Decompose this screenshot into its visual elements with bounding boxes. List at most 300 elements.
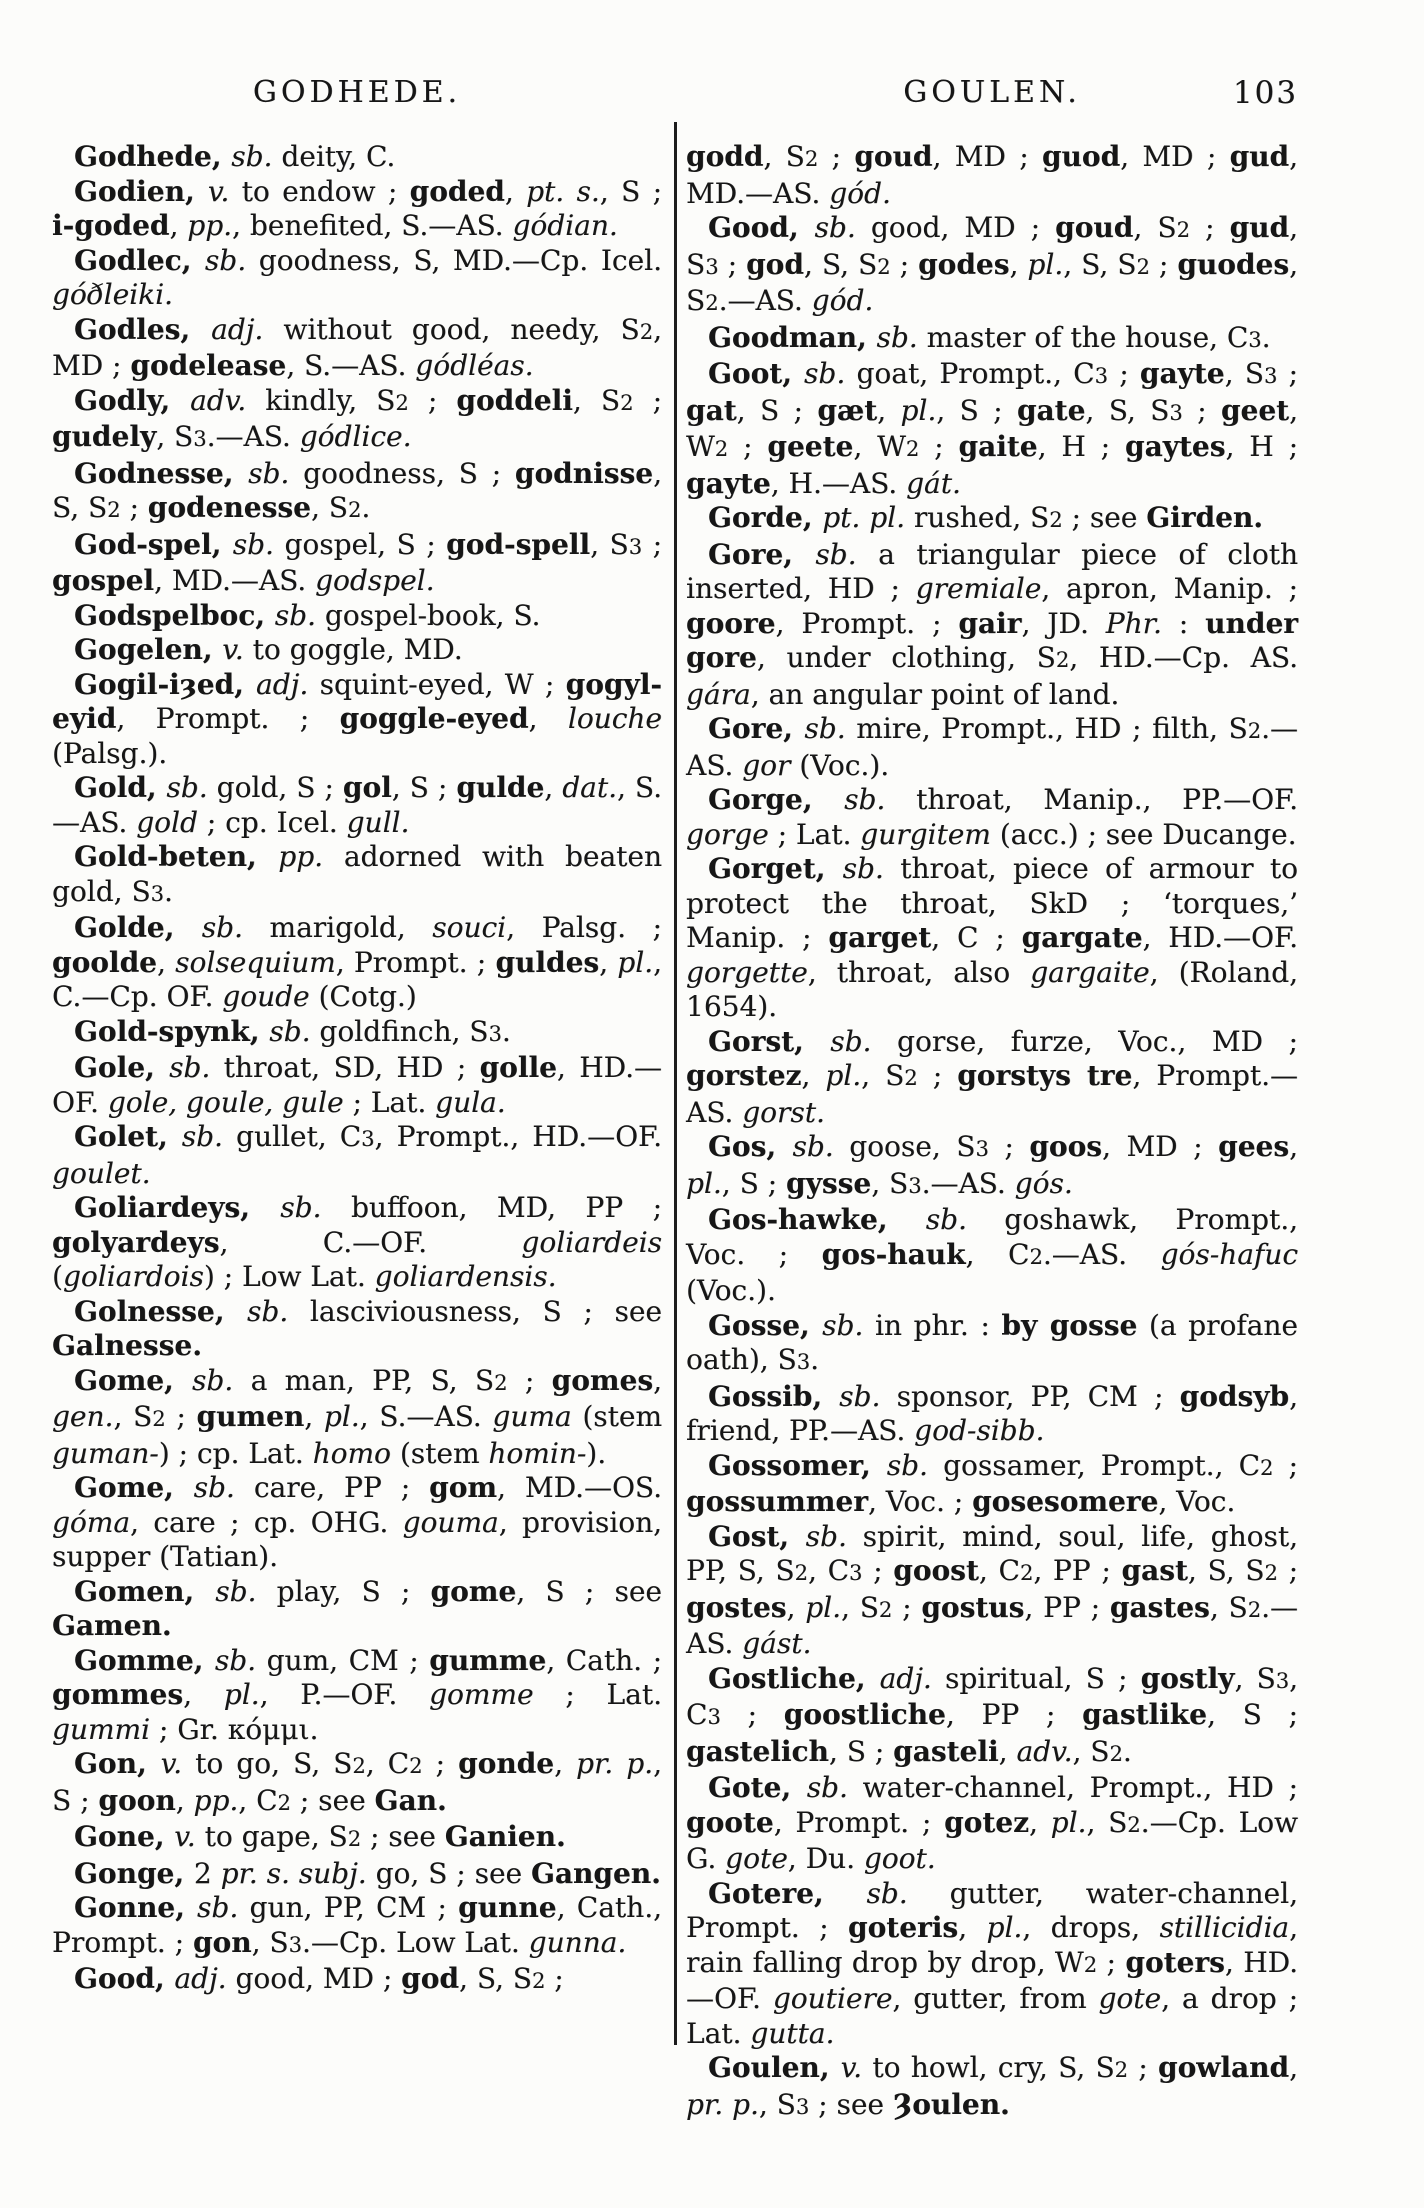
entry-gon: Gon, v. to go, S, S2, C2 ; gonde, pr. p., S ; goon, pp., C2 ; see Gan. [52,1747,662,1817]
bold-text: Gold, [74,771,167,804]
entry-god-spel: God-spel, sb. gospel, S ; god-spell, S3 ; gospel, MD.—AS. godspel. [52,527,663,597]
siglum-number: 2 [352,1754,366,1778]
italic-text: solsequium [175,945,336,979]
bold-text: goters [1125,1945,1225,1979]
siglum-number: 2 [639,319,654,344]
bold-text: gostly [1140,1661,1235,1695]
siglum-number: 2 [347,1827,362,1851]
bold-text: Good, [708,211,815,244]
bold-text: gorstez [686,1059,802,1092]
siglum-number: 3 [1275,1668,1290,1693]
bold-text: Golet, [74,1120,182,1153]
bold-text: gome [430,1574,517,1608]
bold-text: godd [686,140,764,173]
siglum-number: 3 [150,881,165,906]
bold-text: gast [1121,1554,1188,1587]
siglum-number: 2 [1264,1561,1278,1585]
italic-text: sb. [280,1191,322,1224]
siglum-number: 2 [714,437,729,461]
bold-text: gumen [196,1400,305,1433]
italic-text: gódian. [512,209,618,242]
bold-text: gom [429,1471,498,1504]
italic-text: gole, goule, gule [107,1085,344,1119]
italic-text: goot. [863,1842,936,1875]
bold-text: gees [1218,1130,1290,1163]
bold-text: gowland [1158,2051,1290,2084]
italic-text: sb. [247,1294,289,1328]
italic-text: gódlice. [299,420,412,453]
entry-good-sb: Good, sb. good, MD ; goud, S2 ; gud, S3 ; god, S, S2 ; godes, pl., S, S2 ; guodes, S2.—AS. gód. [686,211,1299,317]
italic-text: gorgette [686,955,808,989]
bold-text: by gosse [1001,1308,1138,1342]
bold-text: goostliche [783,1698,946,1731]
siglum-number: 2 [107,498,121,522]
italic-text: gull. [346,805,410,839]
italic-text: góma [52,1505,131,1539]
bold-text: goore [686,606,776,640]
italic-text: pt. pl. [822,501,905,534]
entry-gos: Gos, sb. goose, S3 ; goos, MD ; gees, pl., S ; gysse, S3.—AS. gós. [686,1130,1299,1200]
italic-text: sb. [201,911,243,944]
bold-text: garget [828,921,932,954]
entry-goulen: Goulen, v. to howl, cry, S, S2 ; gowland, pr. p., S3 ; see Ȝoulen. [686,2051,1299,2121]
left-column [52,140,662,1999]
italic-text: sb. [214,1643,257,1677]
italic-text: sb. [839,1379,881,1413]
bold-text: gayte [1139,357,1225,390]
siglum-number: 3 [795,2094,810,2119]
siglum-number: 3 [288,1932,302,1957]
siglum-number: 3 [705,254,719,279]
italic-text: sb. [192,1363,234,1397]
siglum-number: 2 [794,1561,808,1585]
siglum-number: 2 [1055,648,1070,672]
italic-text: sb. [197,1891,239,1924]
bold-text: gos-hauk [821,1237,966,1271]
siglum-number: 3 [1094,364,1108,388]
italic-text: sb. [806,1771,848,1804]
bold-text: Gore, [708,712,805,745]
entry-goliardeys: Goliardeys, sb. buffoon, MD, PP ; golyardeys, C.—OF. goliardeis (goliardois) ; Low Lat. goliardensis. [52,1191,663,1293]
siglum-number: 2 [1136,254,1150,279]
italic-text: adv. [190,383,247,417]
italic-text: sb. [181,1120,223,1153]
italic-text: pl. [986,1911,1023,1944]
entry-gole: Gole, sb. throat, SD, HD ; golle, HD.—OF. gole, goule, gule ; Lat. gula. [52,1051,662,1119]
siglum-number: 3 [628,534,643,559]
bold-text: Godhede, [74,140,232,173]
siglum-number: 2 [1176,218,1190,242]
italic-text: góðleiki. [52,278,173,311]
entry-gonne: Gonne, sb. gun, PP, CM ; gunne, Cath., Prompt. ; gon, S3.—Cp. Low Lat. gunna. [52,1891,662,1959]
italic-text: pl. [223,1678,260,1711]
siglum-number: 2 [904,1066,918,1090]
bold-text: gargate [1021,921,1143,954]
bold-text: gossummer [686,1485,868,1518]
bold-text: goote [686,1805,774,1839]
siglum-number: 2 [1109,1741,1123,1766]
italic-text: goutiere [772,1982,893,2015]
italic-text: pt. s. [526,174,600,208]
entry-golnesse: Golnesse, sb. lasciviousness, S ; see Galnesse. [52,1294,662,1362]
siglum-number: 2 [1260,1455,1274,1480]
italic-text: homin- [488,1436,587,1470]
bold-text: under gore [686,606,1299,674]
bold-text: gudely [52,420,157,453]
entry-goot: Goot, sb. goat, Prompt., C3 ; gayte, S3 ; gat, S ; gæt, pl., S ; gate, S, S3 ; geet, W2 ; geete, W2 ; gaite, H ; gaytes, H ; gayte, H.—AS. gát. [686,357,1299,500]
entry-godien: Godien, v. to endow ; goded, pt. s., S ; i-goded, pp., benefited, S.—AS. gódian. [52,174,662,242]
italic-text: pl. [686,1166,722,1200]
bold-text: Gold-spynk, [74,1014,270,1048]
entry-gonge: Gonge, 2 pr. s. subj. go, S ; see Gangen. [74,1856,661,1890]
bold-text: god [746,247,804,281]
bold-text: Gogil-iȝed, [74,667,257,701]
italic-text: pl. [1050,1805,1087,1839]
bold-text: Gossomer, [708,1448,887,1482]
bold-text: god [401,1962,460,1995]
bold-text: gaytes [1124,430,1226,463]
bold-text: gayte [686,466,771,500]
bold-text: gospel [52,564,155,597]
bold-text: Gost, [708,1519,806,1553]
entry-gos-hawke: Gos-hawke, sb. goshawk, Prompt., Voc. ; gos-hauk, C2.—AS. gós-hafuc (Voc.). [686,1203,1298,1307]
italic-text: pp. [187,209,233,242]
italic-text: gen. [52,1400,114,1433]
bold-text: Gole, [74,1051,170,1084]
italic-text: gula. [435,1085,506,1119]
siglum-number: 2 [705,291,719,315]
bold-text: gumme [429,1643,547,1677]
bold-text: gol [342,771,392,804]
bold-text: gomes [551,1363,654,1397]
italic-text: gát. [906,466,961,500]
italic-text: sb. [814,211,856,244]
italic-text: sb. [822,1308,864,1342]
bold-text: Gorge, [708,783,845,816]
entry-good-adj-cont: godd, S2 ; goud, MD ; guod, MD ; gud, MD.—AS. gód. [686,140,1299,210]
bold-text: godes [918,247,1010,281]
bold-text: goos [1029,1130,1103,1163]
bold-text: Gome, [74,1363,192,1397]
italic-text: homo [312,1436,391,1470]
italic-text: goude [222,980,310,1013]
bold-text: gastes [1109,1590,1210,1624]
entry-godlec: Godlec, sb. goodness, S, MD.—Cp. Icel. góðleiki. [52,243,662,311]
italic-text: v. [222,633,244,666]
entry-gome-man: Gome, sb. a man, PP, S, S2 ; gomes, gen., S2 ; gumen, pl., S.—AS. guma (stem guman-) ; cp. Lat. homo (stem homin-). [52,1363,663,1470]
bold-text: Girden. [1146,501,1264,534]
bold-text: Goliardeys, [74,1191,281,1224]
bold-text: Ganien. [444,1820,566,1853]
siglum-number: 2 [409,1754,423,1778]
bold-text: goggle-eyed [339,702,529,735]
bold-text: Gon, [74,1747,161,1780]
entry-godles: Godles, adj. without good, needy, S2, MD ; godelease, S.—AS. gódléas. [52,312,662,382]
siglum-number: 3 [193,427,207,451]
italic-text: gouma [402,1505,499,1539]
bold-text: gosesomere [972,1485,1159,1518]
entry-gost: Gost, sb. spirit, mind, soul, life, ghost, PP, S, S2, C3 ; goost, C2, PP ; gast, S, S2 ; gostes, pl., S2 ; gostus, PP ; gastes, S2.—AS. gást. [686,1519,1299,1660]
siglum-number: 3 [1169,400,1183,425]
siglum-number: 2 [878,1597,893,1622]
bold-text: Goodman, [708,320,877,354]
italic-text: sb. [193,1471,235,1504]
italic-text: sb. [215,1574,257,1608]
siglum-number: 3 [849,1561,863,1585]
entry-gossib: Gossib, sb. sponsor, PP, CM ; godsyb, friend, PP.—AS. god-sibb. [686,1379,1298,1447]
bold-text: Golnesse, [74,1294,248,1328]
bold-text: Gostliche, [708,1661,880,1695]
italic-text: pl. [805,1590,842,1624]
bold-text: Gamen. [52,1609,172,1642]
entry-gold: Gold, sb. gold, S ; gol, S ; gulde, dat., S.—AS. gold ; cp. Icel. gull. [52,771,662,839]
entry-gote: Gote, sb. water-channel, Prompt., HD ; goote, Prompt. ; gotez, pl., S2.—Cp. Low G. gote, Du. goot. [686,1771,1299,1875]
italic-text: sb. [804,712,846,745]
bold-text: gair [958,606,1022,640]
entry-gomen: Gomen, sb. play, S ; gome, S ; see Gamen. [52,1574,662,1642]
bold-text: Gossib, [708,1379,840,1413]
siglum-number: 2 [347,498,362,522]
running-head-right: GOULEN. [903,75,1081,110]
bold-text: gasteli [893,1734,999,1768]
bold-text: Gorst, [708,1024,831,1058]
italic-text: sb. [866,1876,908,1910]
bold-text: Gotere, [708,1876,867,1910]
italic-text: gurgitem [860,817,991,851]
italic-text: gód. [811,284,874,317]
siglum-number: 2 [877,254,891,279]
italic-text: adj. [256,667,309,701]
siglum-number: 3 [908,1173,922,1198]
italic-text: gorst. [742,1095,825,1129]
bold-text: gostus [921,1590,1025,1624]
siglum-number: 3 [361,1127,375,1151]
bold-text: gulde [456,771,545,804]
italic-text: sb. [815,537,857,571]
entry-gorst: Gorst, sb. gorse, furze, Voc., MD ; gorstez, pl., S2 ; gorstys tre, Prompt.—AS. gorst. [686,1024,1299,1129]
entry-gogelen: Gogelen, v. to goggle, MD. [74,633,463,666]
italic-text: pl. [1027,247,1064,281]
entry-gome-care: Gome, sb. care, PP ; gom, MD.—OS. góma, care ; cp. OHG. gouma, provision, supper (Tatian). [52,1471,662,1573]
bold-text: Gorget, [708,852,843,885]
italic-text: sb. [876,320,918,354]
bold-text: Gomme, [74,1643,215,1677]
italic-text: v. [840,2051,863,2084]
bold-text: Gosse, [708,1308,823,1342]
siglum-number: 2 [804,147,819,171]
italic-text: adj. [879,1661,932,1695]
entry-godly: Godly, adv. kindly, S2 ; goddeli, S2 ; gudely, S3.—AS. gódlice. [52,383,663,453]
italic-text: gutta. [750,2016,835,2050]
italic-text: pp. [193,1783,239,1817]
bold-text: Gonne, [74,1891,198,1924]
bold-text: gonde [458,1747,555,1780]
bold-text: Gos, [708,1130,793,1163]
siglum-number: 2 [620,390,634,415]
bold-text: Gos-hawke, [708,1203,926,1236]
entry-gossomer: Gossomer, sb. gossamer, Prompt., C2 ; gossummer, Voc. ; gosesomere, Voc. [686,1448,1298,1518]
entry-gone: Gone, v. to gape, S2 ; see Ganien. [74,1820,566,1853]
italic-text: goliardeis [521,1225,662,1259]
running-head-left: GODHEDE. [252,75,462,110]
bold-text: goded [409,174,505,208]
siglum-number: 3 [975,1137,989,1161]
bold-text: gate [1016,393,1086,427]
siglum-number: 3 [1248,327,1262,352]
bold-text: godsyb [1179,1379,1290,1413]
bold-text: Gone, [74,1820,175,1853]
entry-gosse: Gosse, sb. in phr. : by gosse (a profane oath), S3. [686,1308,1298,1376]
bold-text: Goulen, [708,2051,841,2084]
entry-gold-spynk: Gold-spynk, sb. goldfinch, S3. [74,1014,511,1048]
entry-gold-beten: Gold-beten, pp. adorned with beaten gold, S3. [52,840,662,908]
bold-text: geete [767,430,854,463]
italic-text: pr. s. subj. [220,1856,367,1890]
italic-text: louche [567,702,662,735]
entry-godnesse: Godnesse, sb. goodness, S ; godnisse, S, S2 ; godenesse, S2. [52,456,662,524]
italic-text: souci [432,911,507,944]
italic-text: adv. [1016,1734,1073,1768]
bold-text: goud [1055,211,1134,244]
italic-text: pl. [323,1400,360,1433]
entry-gore-cloth: Gore, sb. a triangular piece of cloth inserted, HD ; gremiale, apron, Manip. ; goore, Prompt. ; gair, JD. Phr. : under gore, under clothing, S2, HD.—Cp. AS. gára, an angular point of land. [686,537,1299,711]
bold-text: Gote, [708,1771,807,1804]
siglum-number: 3 [796,1350,811,1374]
italic-text: goulet. [52,1156,151,1190]
italic-text: sb. [274,598,316,632]
italic-text: pl. [825,1059,862,1092]
italic-text: sb. [248,456,290,490]
entry-golde: Golde, sb. marigold, souci, Palsg. ; goolde, solsequium, Prompt. ; guldes, pl., C.—Cp. OF. goude (Cotg.) [52,911,662,1013]
bold-text: gogyl-eyid [52,667,663,735]
bold-text: gastlike [1082,1698,1207,1731]
siglum-number: 3 [488,1021,502,1046]
bold-text: gunne [458,1891,557,1924]
entry-gomme: Gomme, sb. gum, CM ; gumme, Cath. ; gommes, pl., P.—OF. gomme ; Lat. gummi ; Gr. κόμμι. [52,1643,663,1746]
bold-text: God-spel, [74,527,233,561]
italic-text: gunna. [528,1925,627,1959]
entry-good-adj: Good, adj. good, MD ; god, S, S2 ; [74,1962,564,1995]
italic-text: gós. [1014,1166,1073,1200]
bold-text: godenesse [147,491,311,524]
bold-text: Godien, [74,174,208,208]
bold-text: Gorde, [708,501,823,534]
italic-text: v. [174,1820,196,1853]
bold-text: gaite [958,430,1038,463]
bold-text: goon [98,1783,176,1817]
siglum-number: 2 [395,390,409,415]
italic-text: gargaite [1030,955,1150,989]
bold-text: Golde, [74,911,202,944]
siglum-number: 2 [1247,719,1262,743]
siglum-number: 2 [1029,1244,1043,1269]
bold-text: gæt [817,393,878,427]
bold-text: god-spell [446,527,591,561]
bold-text: guldes [495,945,600,979]
page-number: 103 [1232,75,1298,111]
italic-text: sb. [804,357,846,390]
bold-text: goud [854,140,933,173]
column-divider [674,122,677,2045]
bold-text: Ȝoulen. [892,2087,1010,2121]
bold-text: Gogelen, [74,633,223,666]
italic-text: sb. [269,1014,311,1048]
bold-text: golyardeys [52,1225,220,1259]
bold-text: Godles, [74,312,212,346]
bold-text: Godly, [74,383,191,417]
bold-text: gud [1229,211,1290,244]
bold-text: Goot, [708,357,805,390]
entry-golet: Golet, sb. gullet, C3, Prompt., HD.—OF. goulet. [52,1120,662,1190]
italic-text: adj. [174,1962,227,1995]
italic-text: gást. [742,1627,812,1660]
italic-text: adj. [211,312,264,346]
italic-text: pp. [278,840,324,873]
italic-text: gor [742,748,791,782]
bold-text: Gonge, [74,1856,194,1890]
bold-text: gat [686,393,737,427]
italic-text: god-sibb. [914,1414,1045,1447]
bold-text: gysse [786,1166,872,1200]
italic-text: pl. [900,393,937,427]
siglum-number: 3 [707,1705,721,1729]
italic-text: sb. [169,1051,211,1084]
bold-text: godnisse [514,456,654,490]
italic-text: sb. [925,1203,967,1236]
bold-text: Gore, [708,537,816,571]
italic-text: guma [492,1400,572,1433]
siglum-number: 2 [277,1790,291,1815]
bold-text: gorstys tre [957,1059,1133,1092]
bold-text: i-goded [52,209,170,242]
bold-text: gostes [686,1590,787,1624]
bold-text: Gomen, [74,1574,216,1608]
italic-text: gote [725,1842,788,1875]
bold-text: Godlec, [74,243,205,277]
italic-text: gód. [829,176,891,210]
siglum-number: 2 [494,1370,508,1395]
siglum-number: 2 [1127,1812,1141,1837]
bold-text: Gangen. [531,1856,661,1890]
italic-text: gódléas. [415,349,534,382]
bold-text: geet [1220,393,1290,427]
bold-text: goost [893,1554,979,1587]
bold-text: goteris [848,1911,959,1944]
siglum-number: 2 [1247,1597,1262,1622]
italic-text: sb. [231,140,273,173]
bold-text: gud [1229,140,1290,173]
bold-text: Gan. [374,1783,447,1817]
italic-text: sb. [842,852,884,885]
siglum-number: 3 [1263,364,1278,388]
entry-godhede: Godhede, sb. deity, C. [74,140,396,173]
italic-text: gós-hafuc [1160,1237,1298,1271]
entry-goodman: Goodman, sb. master of the house, C3. [708,320,1271,354]
bold-text: gommes [52,1678,184,1711]
italic-text: sb. [830,1024,872,1058]
italic-text: sb. [805,1519,847,1553]
italic-text: Phr. [1105,606,1162,640]
siglum-number: 2 [152,1407,166,1431]
siglum-number: 2 [1114,2058,1129,2082]
italic-text: gold [136,805,198,839]
bold-text: Godnesse, [74,456,249,490]
siglum-number: 2 [531,1969,546,1993]
italic-text: pl. [617,945,654,979]
bold-text: gotez [944,1805,1029,1839]
italic-text: guman- [52,1436,159,1470]
bold-text: Gold-beten, [74,840,279,873]
